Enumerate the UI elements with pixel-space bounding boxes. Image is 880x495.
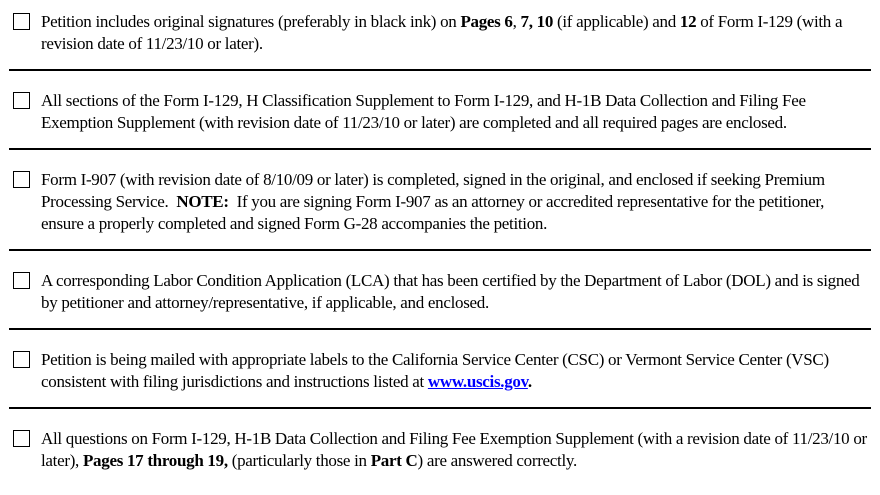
text-segment: (particularly those in <box>227 451 371 470</box>
checklist-item <box>0 90 880 134</box>
text-segment: , <box>512 12 521 31</box>
text-segment: 12 <box>679 12 697 31</box>
checklist-item-text <box>41 169 869 235</box>
separator-line <box>9 148 871 150</box>
uscis-link[interactable]: www.uscis.gov <box>427 372 528 391</box>
separator-line <box>9 249 871 251</box>
text-segment: of Form I-129 (with a revision date of 11/23/10 or later). <box>41 12 843 53</box>
text-segment: All sections of the Form I-129, H Classification Supplement to Form I-129, and H-1B Data Collection and Filing Fee Exemption Supplement (with revision date of 11/23/10 or later) are completed and all required pages are enclosed. <box>41 91 806 132</box>
text-segment: . <box>527 372 532 391</box>
text-segment: If you are signing Form I-907 as an attorney or accredited representative for the petitioner, ensure a properly completed and signed Form G-28 accompanies the petition. <box>41 192 825 233</box>
text-segment: Form I-907 (with revision date of 8/10/09 or later) is completed, signed in the original, and enclosed if seeking Premium Processing Service. <box>41 170 825 211</box>
separator-line <box>9 407 871 409</box>
checklist-item-text <box>41 349 869 393</box>
text-segment: Petition includes original signatures (preferably in black ink) on <box>41 12 461 31</box>
text-segment: NOTE: <box>176 192 229 211</box>
separator-line <box>9 328 871 330</box>
checklist-item <box>0 270 880 314</box>
checklist-item <box>0 428 880 472</box>
text-segment: Pages 6 <box>460 12 513 31</box>
checkbox[interactable] <box>13 272 30 289</box>
text-segment: Petition is being mailed with appropriate labels to the California Service Center (CSC) or Vermont Service Center (VSC) consistent with filing jurisdictions and instructions listed at <box>41 350 829 391</box>
text-segment: (if applicable) and <box>553 12 680 31</box>
checkbox[interactable] <box>13 92 30 109</box>
checkbox[interactable] <box>13 13 30 30</box>
text-segment: Pages 17 through 19, <box>82 451 228 470</box>
checklist-item <box>0 349 880 393</box>
checkbox[interactable] <box>13 351 30 368</box>
text-segment: 7, 10 <box>520 12 554 31</box>
text-segment: All questions on Form I-129, H-1B Data Collection and Filing Fee Exemption Supplement (with a revision date of 11/23/10 or later), <box>41 429 867 470</box>
checklist-item-text <box>41 270 869 314</box>
checklist-item <box>0 11 880 55</box>
checklist-item-text <box>41 90 869 134</box>
checklist-item-text <box>41 428 869 472</box>
text-segment: ) are answered correctly. <box>417 451 577 470</box>
checklist-item-text <box>41 11 869 55</box>
checkbox[interactable] <box>13 171 30 188</box>
text-segment: Part C <box>370 451 418 470</box>
checkbox[interactable] <box>13 430 30 447</box>
checklist-item <box>0 169 880 235</box>
text-segment: A corresponding Labor Condition Application (LCA) that has been certified by the Department of Labor (DOL) and is signed by petitioner and attorney/representative, if applicable, and enclosed. <box>41 271 860 312</box>
separator-line <box>9 69 871 71</box>
